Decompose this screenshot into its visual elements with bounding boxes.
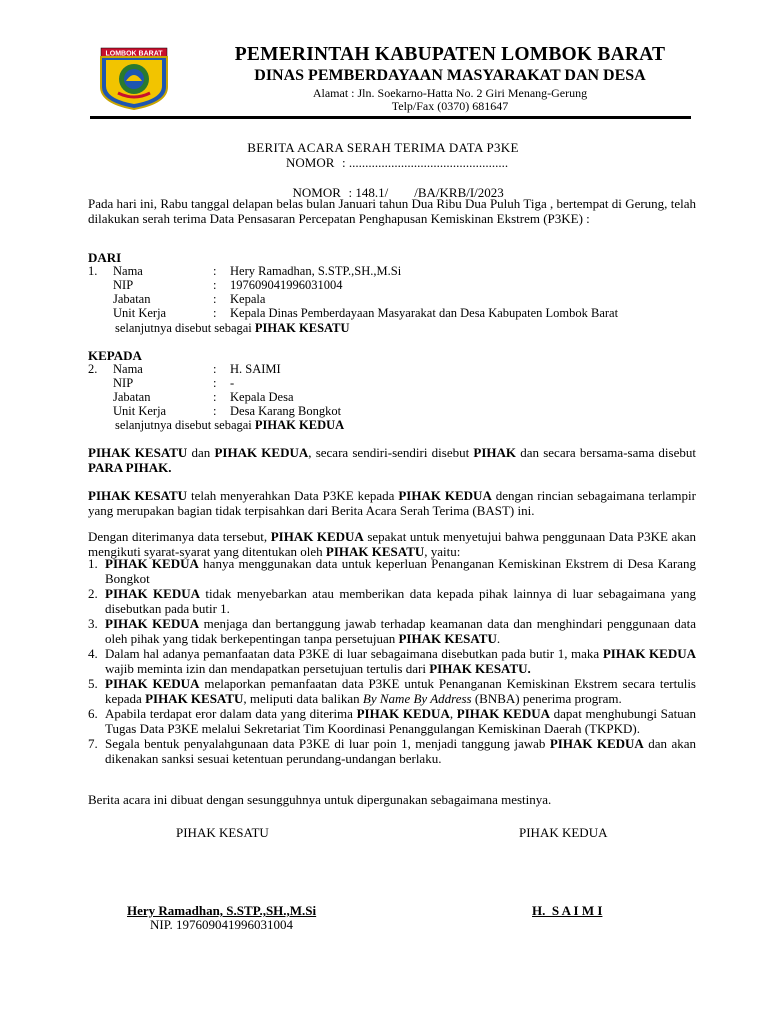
regency-logo [100,47,168,110]
field-value: Hery Ramadhan, S.STP.,SH.,M.Si [230,264,402,278]
field-label: Nama [113,362,143,376]
kepada-block: 2. Nama : H. SAIMI NIP : - Jabatan : Kepala Desa Unit Kerja : Desa Karang Bongkot selanjutnya disebut sebagai PIHAK KEDUA [88,362,345,432]
field-value: H. SAIMI [230,362,281,376]
field-value: 197609041996031004 [230,278,343,292]
nomor-label: NOMOR [292,185,341,200]
party-note: selanjutnya disebut sebagai [115,321,252,335]
logo-label: LOMBOK BARAT [105,50,163,58]
rule-item: 1. PIHAK KEDUA hanya menggunakan data untuk keperluan Penanganan Kemiskinan Ekstrem di Desa Karang Bongkot [88,556,697,586]
signature-title-left: PIHAK KESATU [176,825,269,840]
intro-paragraph: Pada hari ini, Rabu tanggal delapan belas bulan Januari tahun Dua Ribu Dua Puluh Tiga , bertempat di Gerung, telah dilakukan serah terima Data Pensasaran Percepatan Penghapusan Kemiskinan Ekstrem (P3KE) : [88,196,696,226]
field-label: Nama [113,264,143,278]
rule-item: 2. PIHAK KEDUA tidak menyebarkan atau memberikan data kepada pihak lainnya di luar sebagaimana yang disebutkan pada butir 1. [88,586,696,616]
nomor-value-2: : 148.1/ /BA/KRB/I/2023 [348,185,504,200]
field-label: Unit Kerja [113,404,167,418]
party-name: PIHAK KEDUA [254,418,345,432]
party-note: selanjutnya disebut sebagai [115,418,252,432]
rule-item: 6. Apabila terdapat eror dalam data yang diterima PIHAK KEDUA, PIHAK KEDUA dapat menghubungi Satuan Tugas Data P3KE melalui Sekretariat Tim Koordinasi Penanggulangan Kemiskinan Daerah (TKPKD). [88,706,697,736]
field-value: Desa Karang Bongkot [230,404,342,418]
department-name: DINAS PEMBERDAYAAN MASYARAKAT DAN DESA [254,67,646,84]
signatory-name-right: H. S A I M I [532,903,603,918]
rules-list [88,556,696,766]
document-title: BERITA ACARA SERAH TERIMA DATA P3KE [247,140,519,155]
nomor-value-1: : ................................................. [342,155,509,170]
kepada-number: 2. [88,362,98,376]
kepada-heading: KEPADA [88,348,142,363]
rule-item: 5. PIHAK KEDUA melaporkan pemanfaatan data P3KE untuk Penanganan Kemiskinan Ekstrem secara tertulis kepada PIHAK KESATU, meliputi data balikan By Name By Address (BNBA) penerima program. [88,676,696,706]
signatory-name-left: Hery Ramadhan, S.STP.,SH.,M.Si [127,903,317,918]
field-label: NIP [113,376,134,390]
rule-item: 4. Dalam hal adanya pemanfaatan data P3KE di luar sebagaimana disebutkan pada butir 1, maka PIHAK KEDUA wajib meminta izin dan mendapatkan persetujuan tertulis dari PIHAK KESATU. [88,646,697,676]
field-value: Kepala Dinas Pemberdayaan Masyarakat dan Desa Kabupaten Lombok Barat [230,306,619,320]
dari-number: 1. [88,264,98,278]
field-label: Jabatan [113,390,151,404]
phone-line: Telp/Fax (0370) 681647 [391,99,509,113]
rule-item: 7. Segala bentuk penyalahgunaan data P3KE di luar poin 1, menjadi tanggung jawab PIHAK KEDUA dan akan dikenakan sanksi sesuai ketentuan perundang-undangan berlaku. [88,736,696,766]
dari-heading: DARI [88,250,122,265]
field-label: Jabatan [113,292,151,306]
field-value: Kepala [230,292,266,306]
field-value: - [230,376,235,390]
field-label: Unit Kerja [113,306,167,320]
field-label: NIP [113,278,134,292]
para-agreement: Dengan diterimanya data tersebut, PIHAK KEDUA sepakat untuk menyetujui bahwa penggunaan Data P3KE akan mengikuti syarat-syarat yang ditentukan oleh PIHAK KESATU, yaitu: [88,529,696,559]
closing-statement: Berita acara ini dibuat dengan sesungguhnya untuk dipergunakan sebagaimana mestinya. [88,792,552,807]
para-parties: PIHAK KESATU dan PIHAK KEDUA, secara sendiri-sendiri disebut PIHAK dan secara bersama-sama disebut PARA PIHAK. [88,445,696,475]
signatory-nip-left: NIP. 197609041996031004 [150,917,294,932]
government-name: PEMERINTAH KABUPATEN LOMBOK BARAT [234,44,666,65]
para-handover: PIHAK KESATU telah menyerahkan Data P3KE kepada PIHAK KEDUA dengan rincian sebagaimana terlampir yang merupakan bagian tidak terpisahkan dari Berita Acara Serah Terima (BAST) ini. [88,488,696,518]
dari-block: 1. Nama : Hery Ramadhan, S.STP.,SH.,M.Si NIP : 197609041996031004 Jabatan : Kepala Unit Kerja : Kepala Dinas Pemberdayaan Masyarakat dan Desa Kabupaten Lombok Barat selanjutnya disebut sebagai PIHAK KESATU [88,264,619,335]
address-line: Alamat : Jln. Soekarno-Hatta No. 2 Giri Menang-Gerung [312,86,588,100]
field-value: Kepala Desa [230,390,294,404]
rule-item: 3. PIHAK KEDUA menjaga dan bertanggung jawab terhadap keamanan data dan menghindari penggunaan data oleh pihak yang tidak berkepentingan tanpa persetujuan PIHAK KESATU. [88,616,696,646]
letterhead-divider [90,116,691,119]
signature-title-right: PIHAK KEDUA [519,825,608,840]
nomor-label: NOMOR [286,155,335,170]
party-name: PIHAK KESATU [254,321,350,335]
